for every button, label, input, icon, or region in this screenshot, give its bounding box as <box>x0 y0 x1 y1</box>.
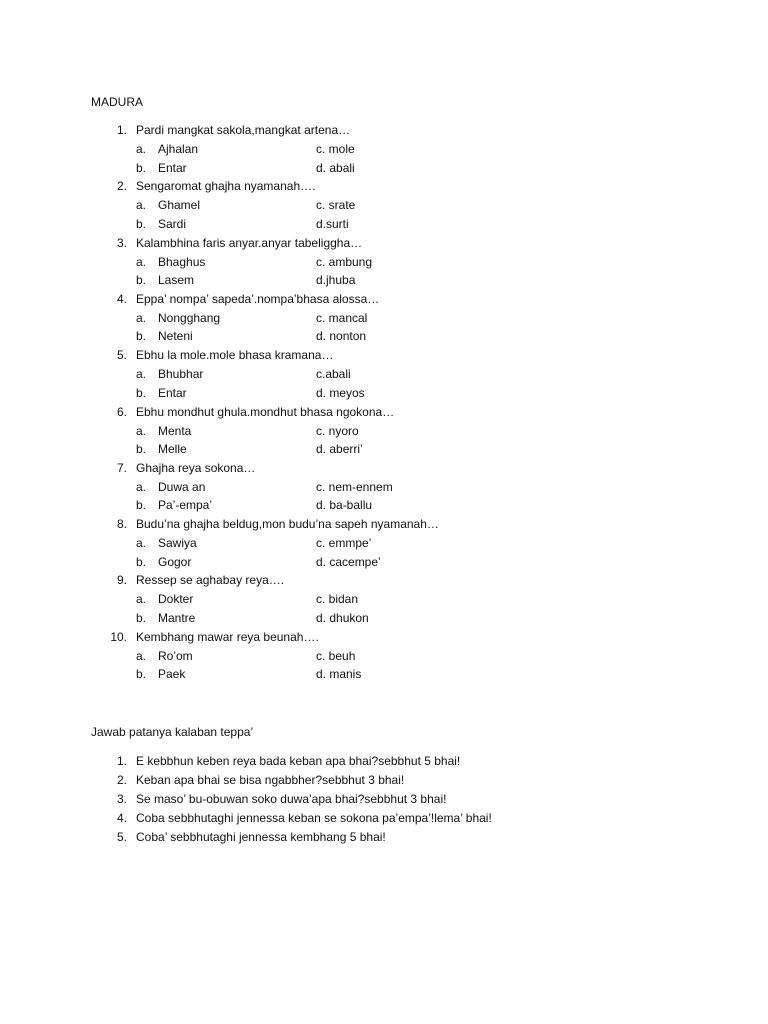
option-d: d. dhukon <box>316 610 369 625</box>
option-d: d.surti <box>316 216 349 231</box>
question-text: Eppa’ nompa’ sapeda’.nompa’bhasa alossa… <box>136 291 380 306</box>
option-a: Nongghang <box>158 310 221 325</box>
question-text: Ebhu la mole.mole bhasa kramana… <box>136 348 334 363</box>
option-a: Dokter <box>158 592 194 607</box>
option-c: c. srate <box>316 198 356 213</box>
option-b: Paek <box>158 667 186 682</box>
option-c: c. nem-ennem <box>316 479 393 494</box>
question-number: 2. <box>116 179 127 194</box>
option-a: Menta <box>158 423 192 438</box>
essay-text: Se maso’ bu-obuwan soko duwa’apa bhai?sebbhut 3 bhai! <box>136 792 447 806</box>
option-a: Ro’om <box>158 648 193 663</box>
option-a: Ajhalan <box>158 142 199 156</box>
option-b-label: b. <box>136 498 147 513</box>
question-number: 8. <box>116 517 127 532</box>
question-number: 10. <box>110 629 127 644</box>
question-text: Pardi mangkat sakola,mangkat artena… <box>136 123 351 137</box>
essay-text: Coba’ sebbhutaghi jennessa kembhang 5 bhai! <box>136 830 386 844</box>
option-b-label: b. <box>136 610 147 625</box>
option-c: c. ambung <box>316 254 373 269</box>
option-a-label: a. <box>136 310 147 325</box>
essay-number: 3. <box>116 792 127 806</box>
question-text: Ebhu mondhut ghula.mondhut bhasa ngokona… <box>136 404 395 419</box>
option-b: Pa’-empa’ <box>158 498 213 513</box>
question-text: Sengaromat ghajha nyamanah…. <box>136 179 316 194</box>
option-d: d.jhuba <box>316 273 356 288</box>
question-number: 5. <box>116 348 127 363</box>
option-a: Sawiya <box>158 536 197 551</box>
option-a-label: a. <box>136 367 147 382</box>
option-d: d. aberri’ <box>316 442 363 456</box>
question-text: Kalambhina faris anyar.anyar tabeliggha… <box>136 235 363 250</box>
option-a-label: a. <box>136 423 147 438</box>
option-b: Entar <box>158 385 187 400</box>
option-b: Mantre <box>158 610 196 625</box>
option-b: Sardi <box>158 216 187 231</box>
option-b-label: b. <box>136 329 147 344</box>
option-a-label: a. <box>136 536 147 551</box>
option-a: Ghamel <box>158 198 201 213</box>
option-b: Melle <box>158 442 187 456</box>
question-number: 6. <box>116 404 127 419</box>
document-title: MADURA <box>91 95 144 109</box>
essay-number: 5. <box>116 830 127 844</box>
option-c: c. beuh <box>316 648 356 663</box>
option-d: d. meyos <box>316 385 365 400</box>
essay-text: Coba sebbhutaghi jennessa keban se sokona pa’empa’!lema’ bhai! <box>136 811 492 825</box>
option-b-label: b. <box>136 273 147 288</box>
option-b: Gogor <box>158 554 192 569</box>
essay-number: 4. <box>116 811 127 825</box>
question-number: 3. <box>116 235 127 250</box>
option-c: c.abali <box>316 367 351 382</box>
option-a-label: a. <box>136 479 147 494</box>
essay-heading: Jawab patanya kalaban teppa’ <box>91 725 254 739</box>
option-a: Bhaghus <box>158 254 206 269</box>
option-b-label: b. <box>136 385 147 400</box>
option-a-label: a. <box>136 142 147 156</box>
option-d: d. ba-ballu <box>316 498 373 513</box>
option-a: Duwa an <box>158 479 206 494</box>
question-number: 9. <box>116 573 127 588</box>
option-d: d. nonton <box>316 329 367 344</box>
option-b-label: b. <box>136 216 147 231</box>
option-c: c. bidan <box>316 592 359 607</box>
question-text: Budu’na ghajha beldug,mon budu’na sapeh nyamanah… <box>136 517 439 532</box>
option-b-label: b. <box>136 667 147 682</box>
option-a: Bhubhar <box>158 367 204 382</box>
essay-number: 1. <box>116 754 127 768</box>
option-c: c. mancal <box>316 310 368 325</box>
option-b: Neteni <box>158 329 193 344</box>
option-a-label: a. <box>136 198 147 213</box>
option-b-label: b. <box>136 160 147 175</box>
option-b: Entar <box>158 160 187 175</box>
option-c: c. mole <box>316 142 355 156</box>
question-number: 4. <box>116 291 127 306</box>
essay-text: E kebbhun keben reya bada keban apa bhai?sebbhut 5 bhai! <box>136 754 461 768</box>
essay-number: 2. <box>116 773 127 787</box>
option-a-label: a. <box>136 254 147 269</box>
question-number: 7. <box>116 460 127 475</box>
question-number: 1. <box>116 123 127 137</box>
option-d: d. cacempe’ <box>316 554 381 569</box>
option-d: d. abali <box>316 160 355 175</box>
option-b-label: b. <box>136 442 147 456</box>
option-a-label: a. <box>136 648 147 663</box>
option-c: c. nyoro <box>316 423 359 438</box>
option-c: c. emmpe’ <box>316 536 372 551</box>
option-d: d. manis <box>316 667 362 682</box>
question-text: Kembhang mawar reya beunah…. <box>136 629 319 644</box>
option-b-label: b. <box>136 554 147 569</box>
option-a-label: a. <box>136 592 147 607</box>
option-b: Lasem <box>158 273 195 288</box>
question-text: Ghajha reya sokona… <box>136 460 256 475</box>
question-text: Ressep se aghabay reya…. <box>136 573 285 588</box>
essay-text: Keban apa bhai se bisa ngabbher?sebbhut 3 bhai! <box>136 773 405 787</box>
